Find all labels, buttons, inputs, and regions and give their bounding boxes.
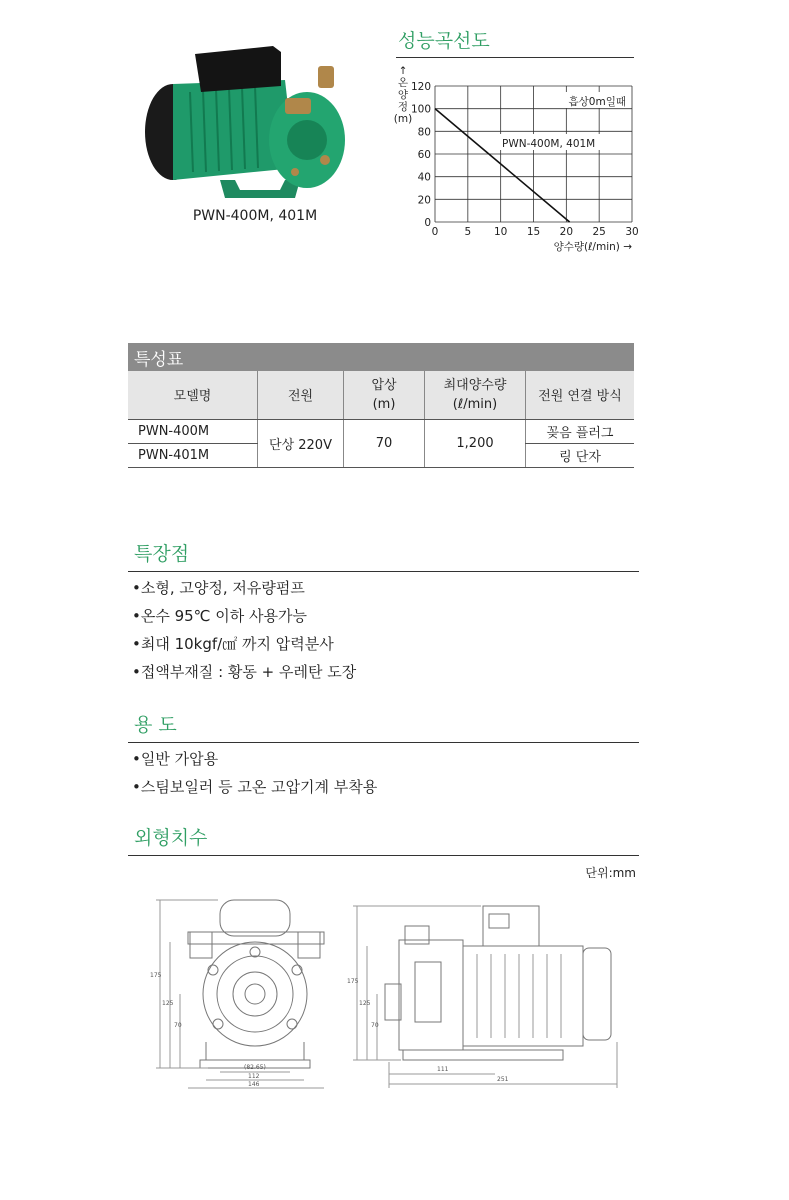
photo-caption: PWN-400M, 401M: [192, 208, 318, 224]
dimensions-title: 외형치수: [134, 827, 208, 849]
performance-title: 성능곡선도: [398, 30, 490, 52]
annotation-model: PWN-400M, 401M: [502, 138, 596, 150]
features-title: 특장점: [134, 543, 190, 565]
x-tick-label: 20: [559, 226, 574, 238]
front-view-drawing: [148, 892, 330, 1092]
spec-header-row: [128, 371, 634, 419]
features-list: [132, 574, 356, 686]
x-tick-label: 5: [464, 226, 472, 238]
side-view-drawing: [345, 892, 635, 1092]
series-line: [435, 109, 570, 222]
col-power: 전원: [258, 371, 344, 419]
y-tick-label: 100: [410, 103, 431, 116]
front-dim-w2: 112: [248, 1073, 260, 1080]
list-item: •최대 10kgf/㎠ 까지 압력분사: [132, 635, 334, 653]
cell-connection: 꽂음 플러그: [526, 419, 635, 443]
spec-table-header-bar: [128, 343, 634, 371]
y-axis-label: 양: [397, 89, 409, 101]
list-item: •온수 95℃ 이하 사용가능: [132, 607, 308, 625]
usage-title: 용 도: [134, 714, 177, 736]
performance-chart: [390, 62, 640, 262]
dimensions-title-rule: [128, 855, 639, 856]
side-dim-w2: 251: [497, 1076, 509, 1083]
annotation-suction: 흡상0m일때: [568, 96, 626, 108]
performance-title-rule: [396, 57, 634, 58]
y-tick-label: 120: [410, 81, 431, 93]
front-dim-w3: 146: [248, 1081, 260, 1088]
col-connection: 전원 연결 방식: [526, 371, 635, 419]
col-model: 모델명: [128, 371, 258, 419]
spec-table: [128, 371, 634, 468]
side-dim-h1: 175: [347, 978, 359, 985]
y-axis-label: (m): [393, 113, 413, 125]
x-tick-label: 0: [431, 226, 439, 238]
list-item: •스팀보일러 등 고온 고압기계 부착용: [132, 778, 378, 796]
list-item: •소형, 고양정, 저유량펌프: [132, 579, 305, 597]
cell-pressure: 70: [344, 419, 425, 467]
spec-table-title: 특성표: [134, 350, 184, 370]
cell-power: 단상 220V: [258, 419, 344, 467]
x-tick-label: 30: [625, 226, 639, 238]
front-dim-h3: 70: [174, 1022, 182, 1029]
features-title-rule: [128, 571, 639, 572]
x-tick-label: 15: [526, 226, 541, 238]
pump-photo: [135, 40, 355, 205]
y-axis-label: ↑: [398, 65, 408, 77]
list-item: •일반 가압용: [132, 750, 219, 768]
y-tick-label: 80: [417, 126, 431, 139]
y-axis-label: 정: [397, 101, 409, 113]
side-dim-h2: 125: [359, 1000, 371, 1007]
unit-label: 단위:mm: [585, 866, 636, 880]
usage-title-rule: [128, 742, 639, 743]
y-tick-label: 20: [417, 194, 431, 207]
x-axis-label: 양수량(ℓ/min) →: [553, 241, 632, 253]
cell-connection: 링 단자: [526, 443, 635, 467]
x-tick-label: 25: [592, 226, 606, 238]
y-tick-label: 60: [417, 149, 431, 161]
col-pressure: 압상 (m): [344, 371, 425, 419]
list-item: •접액부재질 : 황동 + 우레탄 도장: [132, 663, 357, 681]
y-tick-label: 40: [417, 171, 431, 184]
cell-model: PWN-400M: [128, 419, 258, 443]
front-dim-w1: (82.65): [244, 1064, 266, 1071]
front-dim-h1: 175: [150, 972, 162, 979]
cell-model: PWN-401M: [128, 443, 258, 467]
cell-max-flow: 1,200: [425, 419, 526, 467]
side-dim-w1: 111: [437, 1066, 449, 1073]
side-dim-h3: 70: [371, 1022, 379, 1029]
usage-list: [132, 745, 377, 801]
y-tick-label: 0: [424, 217, 431, 229]
table-row: [128, 419, 634, 443]
y-axis-label: 온: [397, 77, 409, 89]
x-tick-label: 10: [493, 226, 508, 238]
col-max-flow: 최대양수량 (ℓ/min): [425, 371, 526, 419]
front-dim-h2: 125: [162, 1000, 174, 1007]
